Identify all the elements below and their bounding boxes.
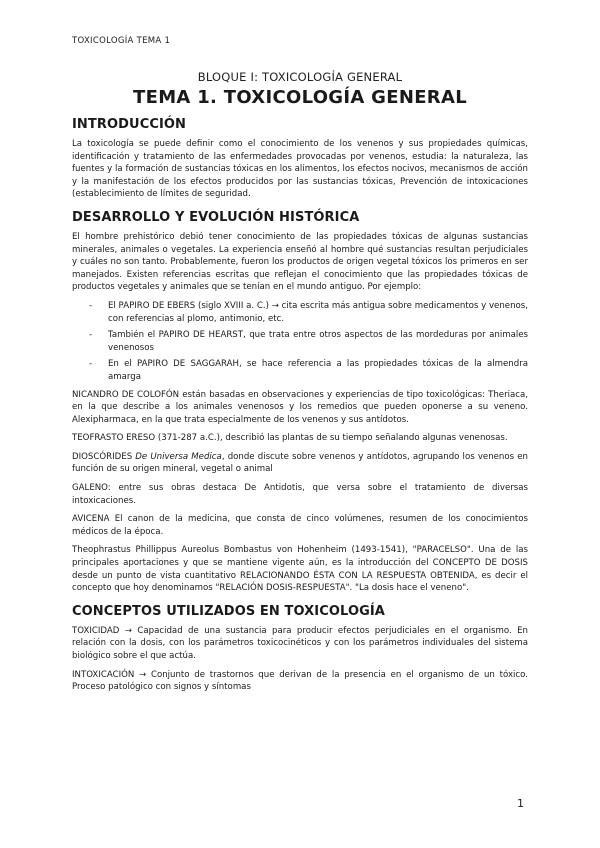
section-heading-history: DESARROLLO Y EVOLUCIÓN HISTÓRICA <box>72 209 360 225</box>
list-dash: - <box>89 330 93 341</box>
list-item <box>72 358 528 383</box>
list-item-text: En el PAPIRO DE SAGGARAH, se hace referencia a las propiedades tóxicas de la almendra amarga <box>108 359 528 382</box>
list-item-text: También el PAPIRO DE HEARST, que trata entre otros aspectos de las mordeduras por animales venenosos <box>108 330 528 353</box>
teofrasto-paragraph: TEOFRASTO ERESO (371-287 a.C.), describió las plantas de su tiempo señalando algunas venenosas. <box>72 433 508 444</box>
toxicidad-definition: TOXICIDAD → Capacidad de una sustancia para producir efectos perjudiciales en el organismo. En relación con la dosis, con los parámetros toxicocinéticos y con los parámetros individuales del sistema biológico sobre el que actúa. <box>72 625 528 661</box>
intoxicacion-definition: INTOXICACIÓN → Conjunto de trastornos que derivan de la presencia en el organismo de un tóxico. Proceso patológico con signos y síntomas <box>72 669 528 693</box>
block-title: BLOQUE I: TOXICOLOGÍA GENERAL <box>197 70 403 84</box>
history-intro-paragraph: El hombre prehistórico debió tener conocimiento de las propiedades tóxicas de algunas sustancias minerales, animales o vegetales. La experiencia enseñó al hombre qué sustancias resultan perjudiciales y cuáles no son tanto. Probablemente, fueron los productos de origen vegetal tóxicos los primeros en ser manejados. Existen referencias escritas que reflejan el conocimiento que las propiedades tóxicas de productos vegetales y animales que se tenían en el mundo antiguo. Por ejemplo: <box>72 231 528 293</box>
dioscorides-name: DIOSCÓRIDES <box>72 451 136 462</box>
dioscorides-paragraph <box>72 451 528 476</box>
running-header: TOXICOLOGÍA TEMA 1 <box>72 36 171 46</box>
section-heading-intro: INTRODUCCIÓN <box>72 117 187 132</box>
papyrus-list <box>72 300 528 384</box>
list-item <box>72 300 528 325</box>
avicena-paragraph: AVICENA El canon de la medicina, que consta de cinco volúmenes, resumen de los conocimientos médicos de la época. <box>72 514 528 537</box>
paracelso-paragraph: Theophrastus Phillippus Aureolus Bombastus von Hohenheim (1493-1541), "PARACELSO". Una de las principales aportaciones y que se mantiene vigente aún, es la introducción del CONCEPTO DE DOSIS desde un punto de vista cuantitativo RELACIONANDO ÉSTA CON LA RESPUESTA OBTENIDA, es decir el concepto que hoy denominamos "RELACIÓN DOSIS-RESPUESTA". "La dosis hace el veneno". <box>72 545 528 594</box>
list-item-text: El PAPIRO DE EBERS (siglo XVIII a. C.) → cita escrita más antigua sobre medicamentos y venenos, con referencias al plomo, antimonio, etc. <box>108 300 528 324</box>
intro-paragraph: La toxicología se puede definir como el conocimiento de los venenos y sus propiedades químicas, identificación y tratamiento de las enfermedades provocadas por venenos, estudia: la naturaleza, las fuentes y la formación de sustancias tóxicas en los alimentos, los efectos nocivos, mecanismos de acción y la manifestación de los efectos producidos por las sustancias tóxicas, Prevención de intoxicaciones (establecimiento de límites de seguridad. <box>72 139 528 200</box>
list-dash: - <box>89 359 93 370</box>
page-title: TEMA 1. TOXICOLOGÍA GENERAL <box>133 87 467 108</box>
page-number: 1 <box>517 797 524 810</box>
document-body <box>72 70 528 700</box>
dioscorides-description: , donde discute sobre venenos y antídotos, agrupando los venenos en función de su origen mineral, vegetal o animal <box>72 451 528 475</box>
galeno-paragraph: GALENO: entre sus obras destaca De Antidotis, que versa sobre el tratamiento de diversas intoxicaciones. <box>72 483 528 506</box>
nicandro-paragraph: NICANDRO DE COLOFÓN están basadas en observaciones y experiencias de tipo toxicológicas: Theriaca, en la que describe a los animales venenosos y los remedios que pueden oponerse a su veneno. Alexipharmaca, en la que trata especialmente de los venenos y sus antídotos. <box>72 389 528 425</box>
section-heading-concepts: CONCEPTOS UTILIZADOS EN TOXICOLOGÍA <box>72 603 385 619</box>
dioscorides-work-title: De Universa Medica <box>135 451 222 462</box>
list-dash: - <box>89 300 93 311</box>
list-item <box>72 329 528 354</box>
